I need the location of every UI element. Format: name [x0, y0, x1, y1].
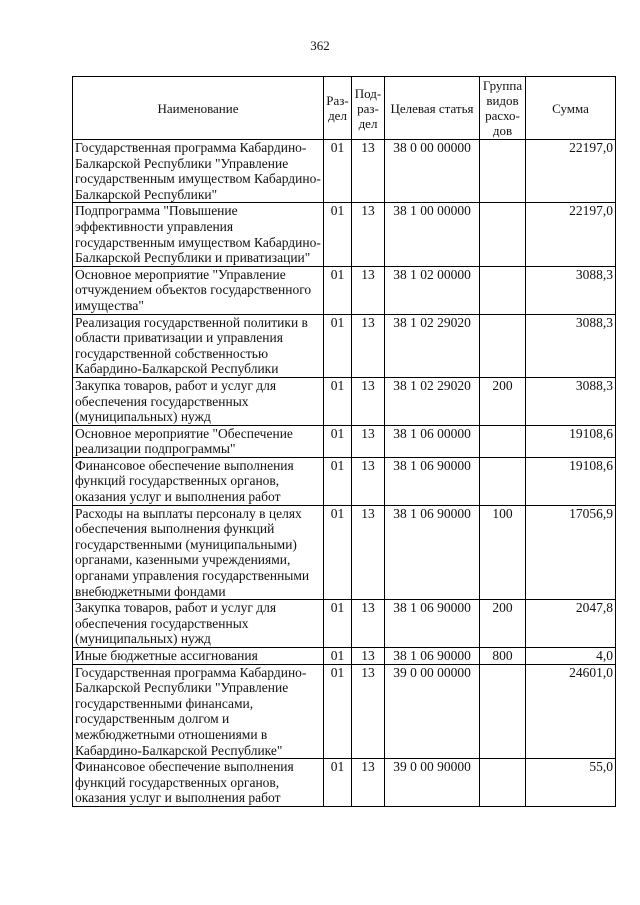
table-row	[73, 759, 616, 807]
table-row	[73, 425, 616, 457]
cell-amount: 3088,3	[526, 314, 616, 377]
table-row	[73, 203, 616, 266]
cell-target: 38 1 00 00000	[385, 203, 480, 266]
cell-expense-group: 800	[480, 648, 526, 665]
header-expense-group: Группа видов расхо-дов	[480, 77, 526, 140]
table-row	[73, 377, 616, 425]
cell-name: Государственная программа Кабардино-Балкарской Республики "Управление государственными финансами, государственным долгом и межбюджетными отношениями в Кабардино-Балкарской Республике"	[73, 664, 324, 759]
table-header-row	[73, 77, 616, 140]
cell-subsection: 13	[352, 377, 385, 425]
cell-subsection: 13	[352, 266, 385, 314]
cell-expense-group: 200	[480, 600, 526, 648]
cell-target: 38 1 06 90000	[385, 457, 480, 505]
budget-table	[72, 76, 616, 807]
cell-subsection: 13	[352, 600, 385, 648]
cell-section: 01	[324, 314, 352, 377]
cell-target: 38 1 02 29020	[385, 377, 480, 425]
table-row	[73, 648, 616, 665]
cell-subsection: 13	[352, 648, 385, 665]
header-target: Целевая статья	[385, 77, 480, 140]
cell-name: Основное мероприятие "Обеспечение реализации подпрограммы"	[73, 425, 324, 457]
cell-section: 01	[324, 648, 352, 665]
cell-expense-group: 100	[480, 505, 526, 600]
table-row	[73, 140, 616, 203]
cell-section: 01	[324, 140, 352, 203]
table-row	[73, 266, 616, 314]
cell-name: Расходы на выплаты персоналу в целях обеспечения выполнения функций государственными (муниципальными) органами, казенными учреждениями, органами управления государственными внебюджетными фондами	[73, 505, 324, 600]
cell-amount: 17056,9	[526, 505, 616, 600]
table-row	[73, 600, 616, 648]
cell-subsection: 13	[352, 457, 385, 505]
cell-name: Финансовое обеспечение выполнения функций государственных органов, оказания услуг и выполнения работ	[73, 457, 324, 505]
cell-expense-group	[480, 425, 526, 457]
cell-amount: 3088,3	[526, 266, 616, 314]
cell-expense-group	[480, 314, 526, 377]
cell-name: Реализация государственной политики в области приватизации и управления государственной собственностью Кабардино-Балкарской Республики	[73, 314, 324, 377]
cell-subsection: 13	[352, 314, 385, 377]
table-row	[73, 664, 616, 759]
cell-target: 38 1 06 00000	[385, 425, 480, 457]
cell-target: 38 1 06 90000	[385, 600, 480, 648]
cell-subsection: 13	[352, 425, 385, 457]
cell-target: 38 1 06 90000	[385, 648, 480, 665]
cell-expense-group	[480, 457, 526, 505]
cell-amount: 3088,3	[526, 377, 616, 425]
cell-amount: 55,0	[526, 759, 616, 807]
cell-amount: 2047,8	[526, 600, 616, 648]
cell-name: Основное мероприятие "Управление отчуждением объектов государственного имущества"	[73, 266, 324, 314]
table-row	[73, 314, 616, 377]
cell-expense-group	[480, 266, 526, 314]
cell-amount: 4,0	[526, 648, 616, 665]
cell-section: 01	[324, 266, 352, 314]
cell-name: Подпрограмма "Повышение эффективности управления государственным имуществом Кабардино-Балкарской Республики и приватизации"	[73, 203, 324, 266]
cell-section: 01	[324, 425, 352, 457]
cell-expense-group	[480, 203, 526, 266]
header-name: Наименование	[73, 77, 324, 140]
cell-section: 01	[324, 203, 352, 266]
cell-expense-group: 200	[480, 377, 526, 425]
cell-subsection: 13	[352, 759, 385, 807]
cell-expense-group	[480, 664, 526, 759]
cell-amount: 22197,0	[526, 140, 616, 203]
cell-subsection: 13	[352, 140, 385, 203]
cell-name: Финансовое обеспечение выполнения функций государственных органов, оказания услуг и выполнения работ	[73, 759, 324, 807]
cell-section: 01	[324, 759, 352, 807]
cell-target: 39 0 00 00000	[385, 664, 480, 759]
cell-section: 01	[324, 600, 352, 648]
cell-target: 38 1 02 00000	[385, 266, 480, 314]
table-row	[73, 505, 616, 600]
cell-amount: 19108,6	[526, 457, 616, 505]
cell-target: 38 1 02 29020	[385, 314, 480, 377]
cell-amount: 22197,0	[526, 203, 616, 266]
header-section: Раз-дел	[324, 77, 352, 140]
cell-target: 39 0 00 90000	[385, 759, 480, 807]
cell-target: 38 0 00 00000	[385, 140, 480, 203]
cell-name: Закупка товаров, работ и услуг для обеспечения государственных (муниципальных) нужд	[73, 377, 324, 425]
table-row	[73, 457, 616, 505]
cell-section: 01	[324, 664, 352, 759]
cell-subsection: 13	[352, 203, 385, 266]
cell-subsection: 13	[352, 505, 385, 600]
cell-name: Закупка товаров, работ и услуг для обеспечения государственных (муниципальных) нужд	[73, 600, 324, 648]
cell-name: Иные бюджетные ассигнования	[73, 648, 324, 665]
header-subsection: Под-раз-дел	[352, 77, 385, 140]
cell-section: 01	[324, 457, 352, 505]
cell-target: 38 1 06 90000	[385, 505, 480, 600]
cell-amount: 24601,0	[526, 664, 616, 759]
cell-section: 01	[324, 505, 352, 600]
header-amount: Сумма	[526, 77, 616, 140]
cell-subsection: 13	[352, 664, 385, 759]
cell-name: Государственная программа Кабардино-Балкарской Республики "Управление государственным имуществом Кабардино-Балкарской Республики"	[73, 140, 324, 203]
cell-expense-group	[480, 759, 526, 807]
cell-section: 01	[324, 377, 352, 425]
page-number: 362	[310, 38, 330, 53]
cell-amount: 19108,6	[526, 425, 616, 457]
cell-expense-group	[480, 140, 526, 203]
